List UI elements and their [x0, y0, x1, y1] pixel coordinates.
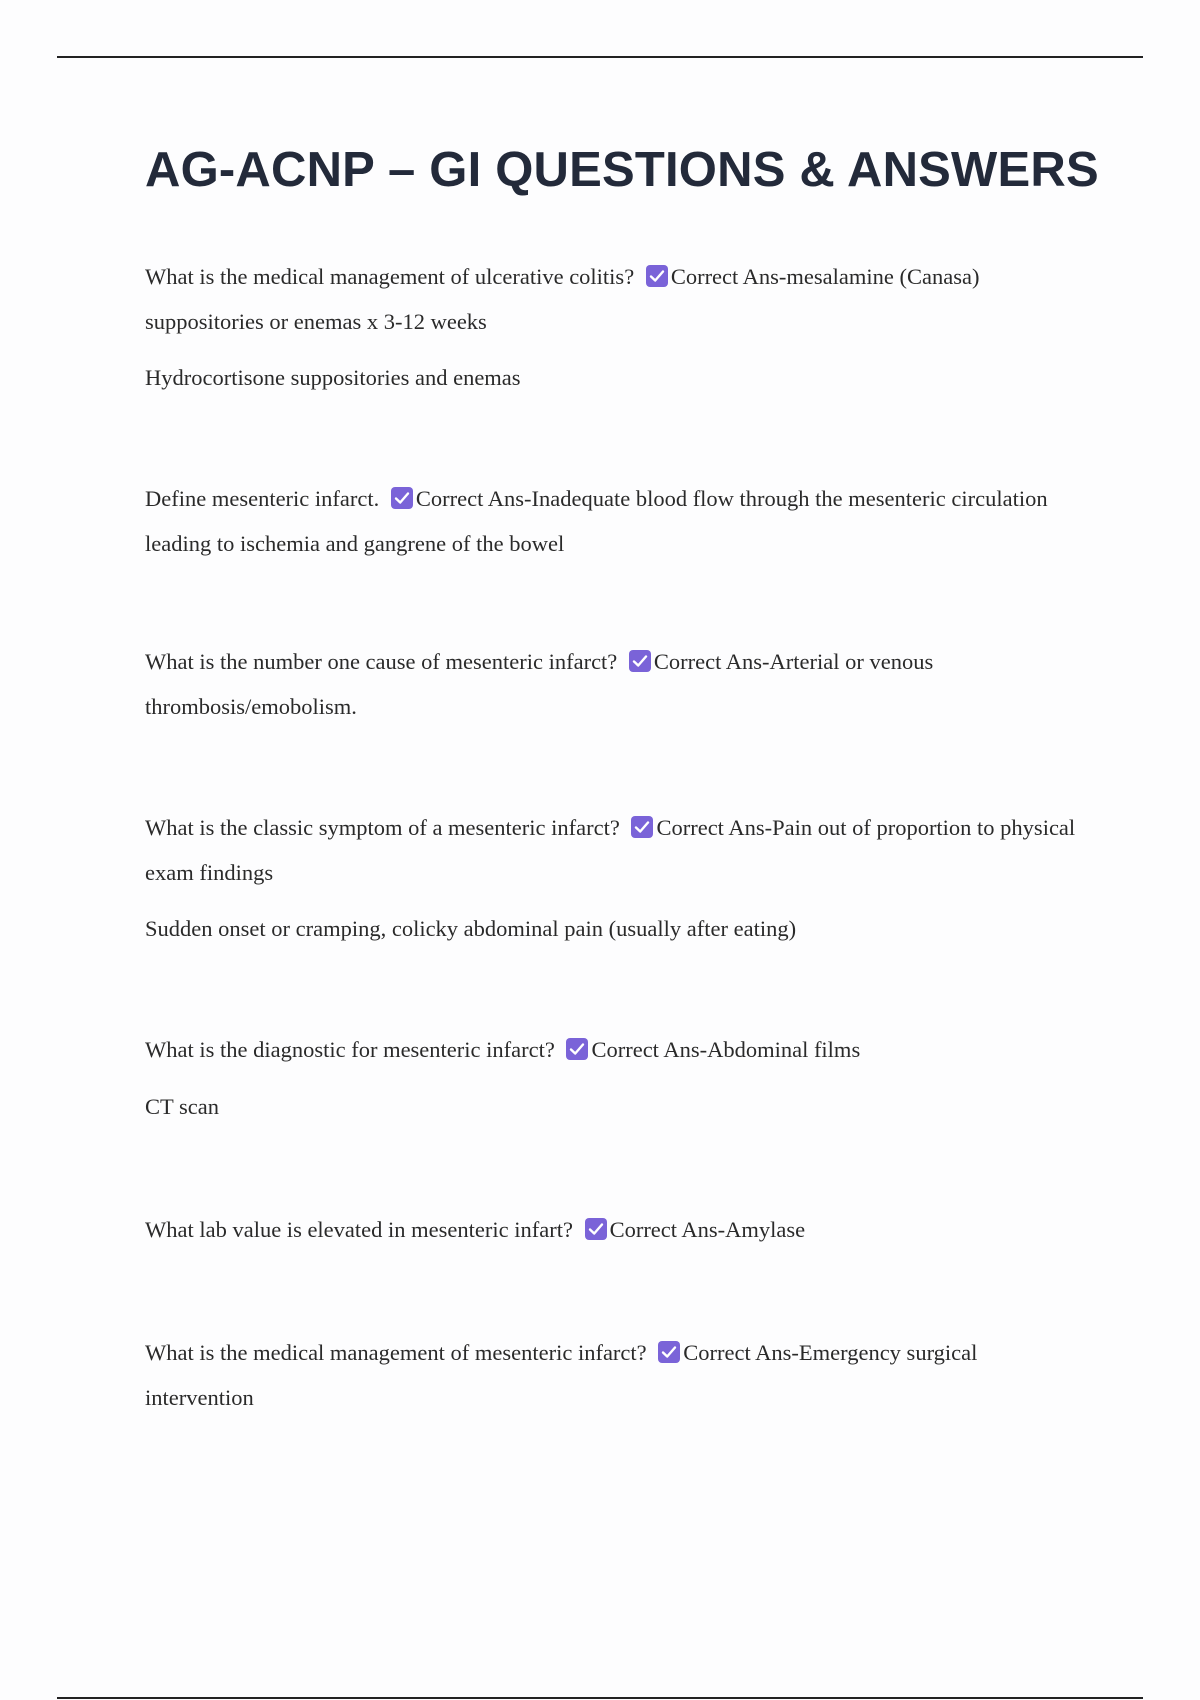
qa-item	[145, 255, 1080, 401]
bottom-rule	[57, 1697, 1143, 1699]
check-box-icon	[631, 816, 653, 838]
top-rule	[57, 56, 1143, 58]
qa-text	[145, 1208, 1080, 1253]
question-text: Define mesenteric infarct.	[145, 486, 380, 511]
answer-text: Amylase	[725, 1217, 806, 1242]
answer-text: Abdominal films	[707, 1037, 861, 1062]
answer-text: Emergency surgical intervention	[145, 1340, 978, 1410]
answer-prefix: Correct Ans-	[415, 486, 532, 511]
question-text: What is the diagnostic for mesenteric infarct?	[145, 1037, 555, 1062]
answer-extra: CT scan	[145, 1093, 219, 1119]
qa-item	[145, 1208, 1080, 1253]
qa-text	[145, 640, 1080, 729]
question-text: What is the classic symptom of a mesenteric infarct?	[145, 815, 620, 840]
answer-prefix: Correct Ans-	[609, 1217, 726, 1242]
check-box-icon	[629, 650, 651, 672]
question-text: What is the medical management of mesenteric infarct?	[145, 1340, 647, 1365]
question-text: What is the number one cause of mesenteric infarct?	[145, 649, 618, 674]
qa-item	[145, 1331, 1080, 1420]
check-box-icon	[566, 1038, 588, 1060]
answer-text: Arterial or venous thrombosis/emobolism.	[145, 649, 934, 719]
qa-text	[145, 1028, 1080, 1073]
answer-prefix: Correct Ans-	[656, 815, 773, 840]
question-text: What is the medical management of ulcerative colitis?	[145, 264, 635, 289]
qa-item	[145, 640, 1080, 729]
qa-text	[145, 477, 1080, 566]
answer-extra: Hydrocortisone suppositories and enemas	[145, 365, 521, 390]
check-box-icon	[646, 265, 668, 287]
check-box-icon	[585, 1218, 607, 1240]
qa-text	[145, 255, 1080, 344]
answer-text: Pain out of proportion to physical exam findings	[145, 815, 1076, 885]
answer-prefix: Correct Ans-	[670, 264, 787, 289]
question-text: What lab value is elevated in mesenteric infart?	[145, 1217, 573, 1242]
answer-text: Inadequate blood flow through the mesenteric circulation leading to ischemia and gangrene of the bowel	[145, 486, 1048, 556]
page-title: AG-ACNP – GI QUESTIONS & ANSWERS	[145, 143, 1099, 197]
qa-text	[145, 806, 1080, 895]
answer-extra: Sudden onset or cramping, colicky abdominal pain (usually after eating)	[145, 916, 797, 941]
qa-item	[145, 1028, 1080, 1129]
answer-prefix: Correct Ans-	[653, 649, 770, 674]
answer-prefix: Correct Ans-	[683, 1340, 799, 1365]
qa-text	[145, 1331, 1080, 1420]
answer-text: mesalamine (Canasa) suppositories or enemas x 3-12 weeks	[145, 264, 980, 334]
check-box-icon	[391, 487, 413, 509]
check-box-icon	[658, 1341, 680, 1363]
qa-item	[145, 477, 1080, 566]
answer-prefix: Correct Ans-	[591, 1037, 708, 1062]
qa-item	[145, 806, 1080, 952]
